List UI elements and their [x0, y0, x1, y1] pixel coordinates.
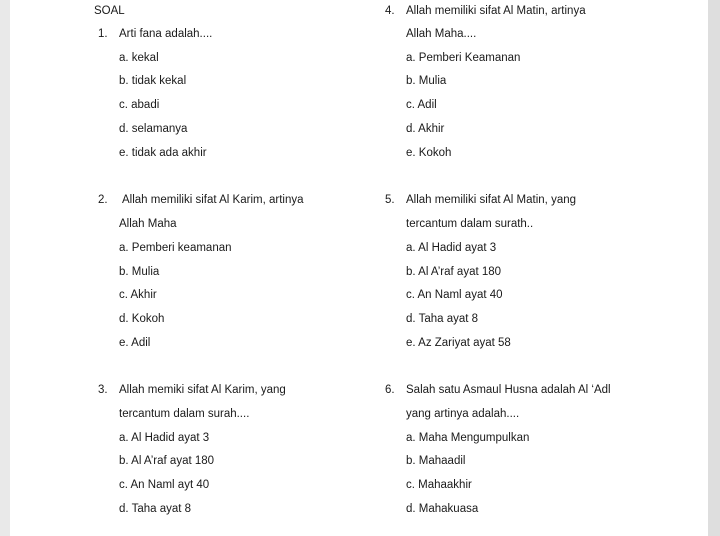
- option-d: d. Taha ayat 8: [119, 503, 192, 515]
- option-b: b. tidak kekal: [119, 75, 187, 87]
- option-c: c. Akhir: [119, 289, 157, 301]
- option-e: e. Az Zariyat ayat 58: [406, 337, 511, 349]
- question-text-cont: yang artinya adalah....: [406, 408, 520, 420]
- option-d: d. selamanya: [119, 123, 188, 135]
- option-b: b. Mulia: [119, 266, 160, 278]
- option-c: c. Adil: [406, 99, 437, 111]
- question-text: Allah memiliki sifat Al Karim, artinya: [122, 194, 304, 206]
- question-number: 1.: [98, 28, 108, 40]
- question-text: Allah memiliki sifat Al Matin, artinya: [406, 5, 586, 17]
- option-d: d. Taha ayat 8: [406, 313, 479, 325]
- option-a: a. kekal: [119, 52, 159, 64]
- question-text: Arti fana adalah....: [119, 28, 213, 40]
- option-a: a. Al Hadid ayat 3: [406, 242, 497, 254]
- question-number: 2.: [98, 194, 108, 206]
- option-b: b. Al A’raf ayat 180: [406, 266, 502, 278]
- option-e: e. Kokoh: [406, 147, 452, 159]
- option-c: c. An Naml ayt 40: [119, 479, 210, 491]
- question-text: Allah memiliki sifat Al Matin, yang: [406, 194, 577, 206]
- question-number: 6.: [385, 384, 395, 396]
- option-d: d. Akhir: [406, 123, 445, 135]
- option-c: c. Mahaakhir: [406, 479, 472, 491]
- option-a: a. Pemberi keamanan: [119, 242, 232, 254]
- option-a: a. Pemberi Keamanan: [406, 52, 521, 64]
- question-text-cont: Allah Maha....: [406, 28, 477, 40]
- option-b: b. Mahaadil: [406, 455, 466, 467]
- option-a: a. Al Hadid ayat 3: [119, 432, 210, 444]
- option-a: a. Maha Mengumpulkan: [406, 432, 530, 444]
- question-text-cont: tercantum dalam surah....: [119, 408, 250, 420]
- question-number: 3.: [98, 384, 108, 396]
- option-e: e. Adil: [119, 337, 151, 349]
- option-d: d. Kokoh: [119, 313, 165, 325]
- option-b: b. Mulia: [406, 75, 447, 87]
- option-b: b. Al A’raf ayat 180: [119, 455, 215, 467]
- question-text-cont: Allah Maha: [119, 218, 177, 230]
- option-e: e. tidak ada akhir: [119, 147, 207, 159]
- document-page: [10, 0, 708, 536]
- header-title: SOAL: [94, 5, 125, 17]
- question-text-cont: tercantum dalam surath..: [406, 218, 534, 230]
- question-text: Salah satu Asmaul Husna adalah Al ‘Adl: [406, 384, 611, 396]
- question-number: 4.: [385, 5, 395, 17]
- option-c: c. abadi: [119, 99, 160, 111]
- page-edge: [708, 0, 720, 536]
- option-d: d. Mahakuasa: [406, 503, 479, 515]
- question-text: Allah memiki sifat Al Karim, yang: [119, 384, 286, 396]
- option-c: c. An Naml ayat 40: [406, 289, 503, 301]
- question-number: 5.: [385, 194, 395, 206]
